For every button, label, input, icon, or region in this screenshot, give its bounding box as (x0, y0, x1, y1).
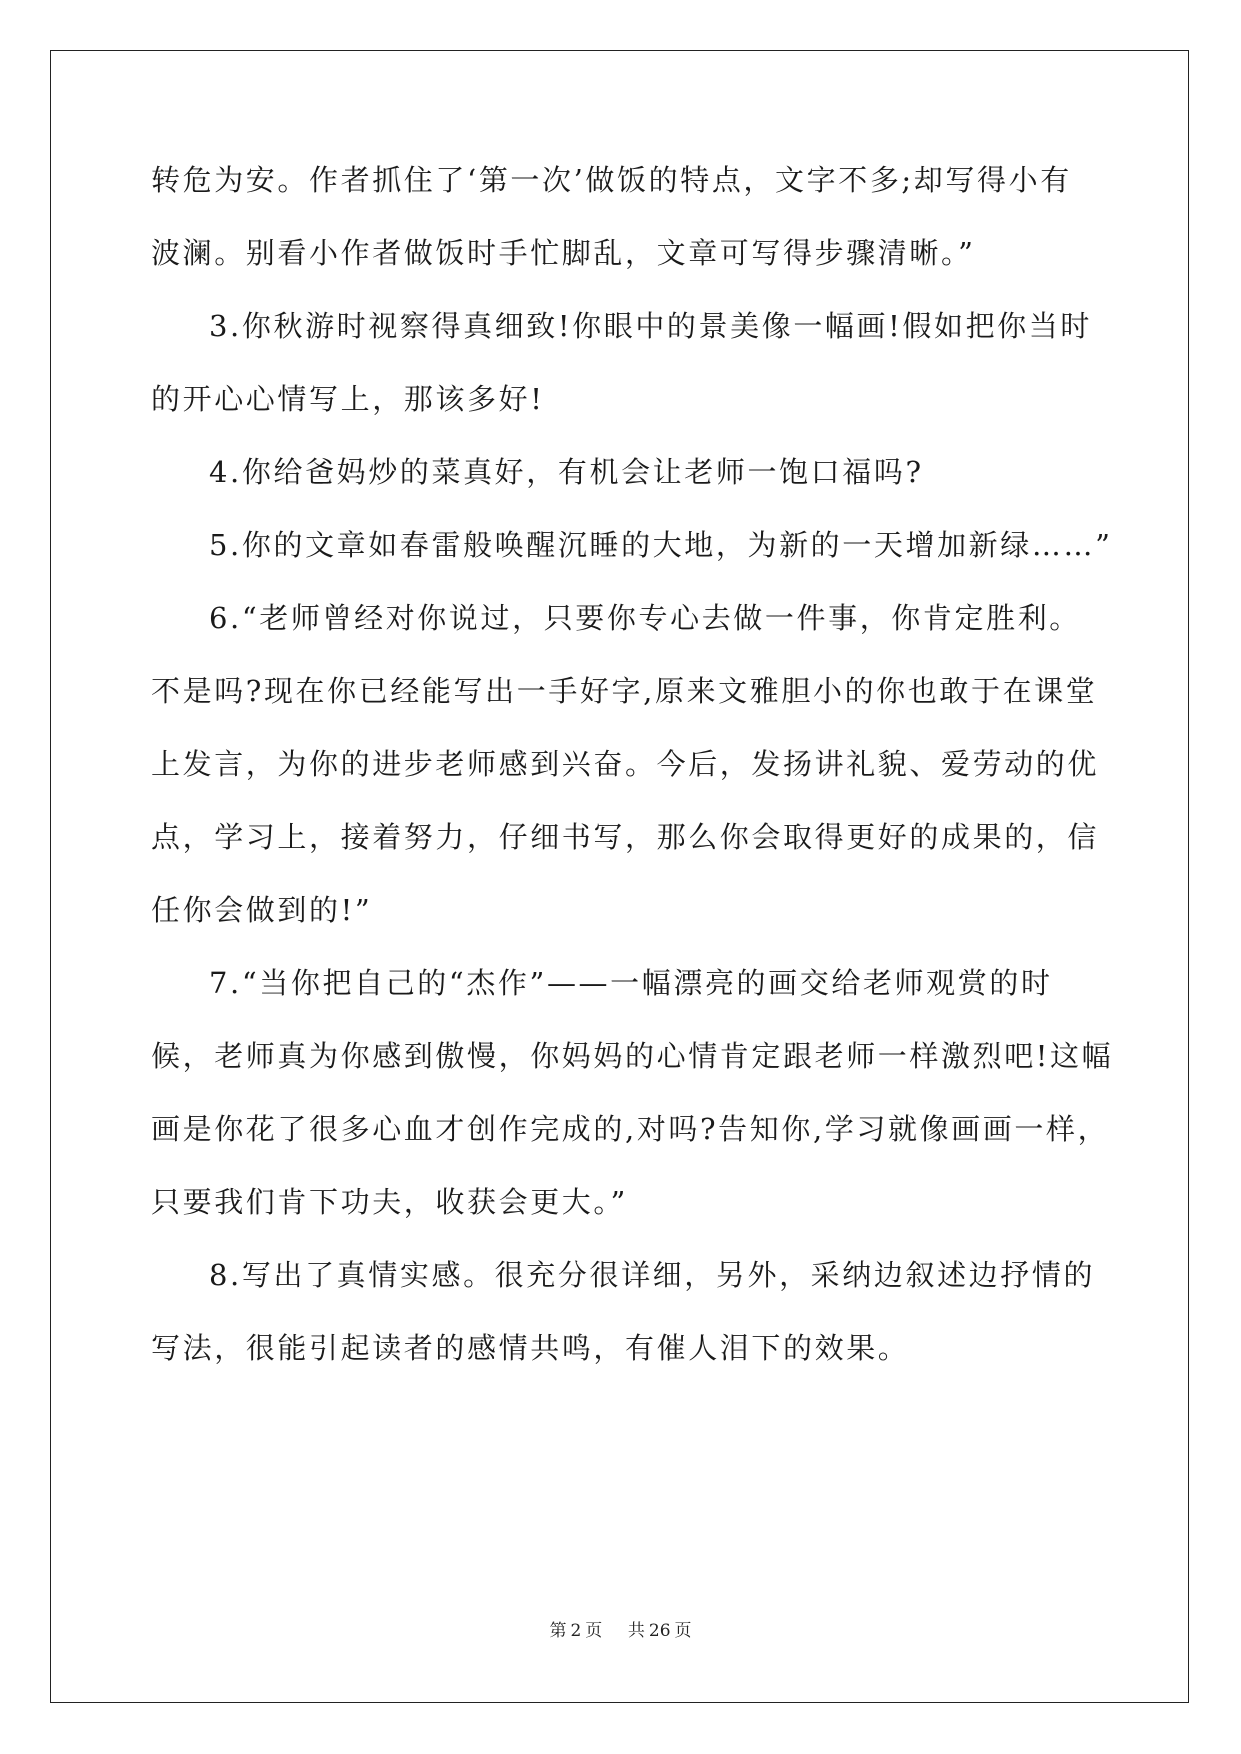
total-pages: 26 (648, 1621, 671, 1641)
total-prefix: 共 (627, 1621, 645, 1641)
text-line: 任你会做到的!” (151, 893, 373, 927)
text-line: 画是你花了很多心血才创作完成的,对吗?告知你,学习就像画画一样， (151, 1112, 1110, 1146)
text-line: 4.你给爸妈炒的菜真好，有机会让老师一饱口福吗? (209, 455, 924, 489)
text-line: 的开心心情写上，那该多好! (151, 382, 545, 416)
text-line: 不是吗?现在你已经能写出一手好字,原来文雅胆小的你也敢于在课堂 (151, 674, 1098, 708)
text-line: 5.你的文章如春雷般唤醒沉睡的大地，为新的一天增加新绿……” (209, 528, 1113, 562)
text-line: 8.写出了真情实感。很充分很详细，另外，采纳边叙述边抒情的 (209, 1258, 1096, 1292)
text-line: 只要我们肯下功夫，收获会更大。” (151, 1185, 628, 1219)
text-line: 7.“当你把自己的“杰作”——一幅漂亮的画交给老师观赏的时 (209, 966, 1053, 1000)
page-unit: 页 (585, 1621, 603, 1641)
text-line: 上发言，为你的进步老师感到兴奋。今后，发扬讲礼貌、爱劳动的优 (151, 747, 1100, 781)
text-line: 转危为安。作者抓住了‘第一次’做饭的特点，文字不多;却写得小有 (151, 163, 1072, 197)
text-line: 波澜。别看小作者做饭时手忙脚乱，文章可写得步骤清晰。” (151, 236, 976, 270)
text-line: 3.你秋游时视察得真细致!你眼中的景美像一幅画!假如把你当时 (209, 309, 1092, 343)
page-border (50, 50, 1189, 1703)
page-prefix: 第 (549, 1621, 567, 1641)
total-unit: 页 (674, 1621, 692, 1641)
text-line: 候，老师真为你感到傲慢，你妈妈的心情肯定跟老师一样激烈吧!这幅 (151, 1039, 1114, 1073)
text-line: 写法，很能引起读者的感情共鸣，有催人泪下的效果。 (151, 1331, 910, 1365)
text-line: 点，学习上，接着努力，仔细书写，那么你会取得更好的成果的，信 (151, 820, 1100, 854)
text-line: 6.“老师曾经对你说过，只要你专心去做一件事，你肯定胜利。 (209, 601, 1081, 635)
page-footer (0, 1620, 1241, 1642)
page-number: 2 (570, 1621, 582, 1641)
